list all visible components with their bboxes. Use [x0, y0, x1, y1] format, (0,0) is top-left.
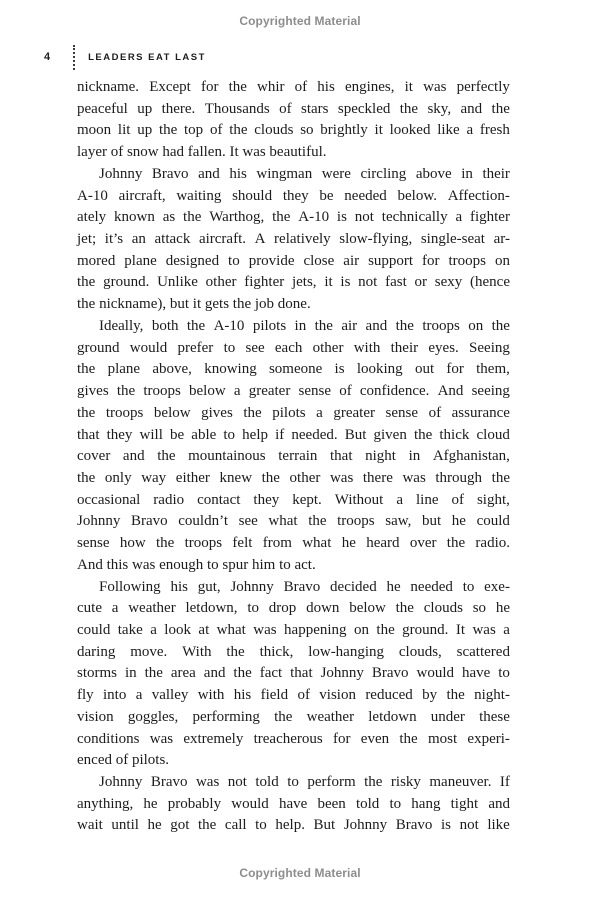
- running-title: LEADERS EAT LAST: [88, 52, 206, 63]
- body-line: could take a look at what was happening on the ground. It was a: [77, 621, 510, 638]
- body-line: sense how the troops felt from what he heard over the radio.: [77, 535, 510, 552]
- body-line: ately known as the Warthog, the A-10 is not technically a fighter: [77, 209, 510, 226]
- page-number: 4: [44, 51, 51, 63]
- body-line: A-10 aircraft, waiting should they be needed below. Affection-: [77, 187, 510, 204]
- body-line: Johnny Bravo couldn’t see what the troops saw, but he could: [77, 513, 510, 530]
- body-line: the plane above, knowing someone is looking out for them,: [77, 361, 510, 378]
- dotted-divider: [73, 45, 75, 70]
- body-line: layer of snow had fallen. It was beautiful.: [77, 144, 327, 161]
- body-line: enced of pilots.: [77, 752, 170, 769]
- body-line: the ground. Unlike other fighter jets, it is not fast or sexy (hence: [77, 274, 510, 291]
- body-line: the troops below gives the pilots a greater sense of assurance: [77, 404, 510, 421]
- body-line: conditions was extremely treacherous for even the most experi-: [77, 730, 510, 747]
- body-line: nickname. Except for the whir of his engines, it was perfectly: [77, 79, 510, 95]
- body-line: anything, he probably would have been told to hang tight and: [77, 795, 510, 812]
- body-line: Johnny Bravo was not told to perform the risky maneuver. If: [99, 774, 510, 790]
- body-line: mored plane designed to provide close air support for troops on: [77, 252, 510, 269]
- body-line: jet; it’s an attack aircraft. A relatively slow-flying, single-seat ar-: [77, 231, 510, 248]
- body-line: vision goggles, performing the weather letdown under these: [77, 708, 510, 725]
- body-line: that they will be able to help if needed. But given the thick cloud: [77, 426, 510, 443]
- body-line: Ideally, both the A-10 pilots in the air and the troops on the: [99, 317, 510, 334]
- body-line: the nickname), but it gets the job done.: [77, 296, 311, 313]
- body-line: daring move. With the thick, low-hanging clouds, scattered: [77, 643, 510, 660]
- copyright-notice-bottom: Copyrighted Material: [239, 866, 361, 880]
- body-line: moon lit up the top of the clouds so brightly it looked like a fresh: [77, 122, 510, 139]
- body-line: ground would prefer to see each other with their eyes. Seeing: [77, 339, 510, 356]
- body-line: wait until he got the call to help. But Johnny Bravo is not like: [77, 817, 510, 834]
- body-line: fly into a valley with his field of vision reduced by the night-: [77, 687, 510, 704]
- body-line: storms in the area and the fact that Johnny Bravo would have to: [77, 665, 510, 682]
- body-line: peaceful up there. Thousands of stars speckled the sky, and the: [77, 100, 510, 117]
- body-line: Johnny Bravo and his wingman were circling above in their: [99, 165, 510, 182]
- copyright-notice-top: Copyrighted Material: [239, 14, 361, 28]
- body-line: cute a weather letdown, to drop down below the clouds so he: [77, 600, 510, 617]
- body-line: the only way either knew the other was there was through the: [77, 469, 510, 486]
- body-line: And this was enough to spur him to act.: [77, 556, 316, 573]
- body-line: occasional radio contact they kept. Without a line of sight,: [77, 491, 510, 508]
- page-header: [44, 44, 206, 70]
- body-text: [77, 77, 510, 837]
- body-line: Following his gut, Johnny Bravo decided he needed to exe-: [99, 578, 510, 595]
- body-line: gives the troops below a greater sense of confidence. And seeing: [77, 383, 510, 400]
- body-line: cover and the mountainous terrain that night in Afghanistan,: [77, 448, 510, 465]
